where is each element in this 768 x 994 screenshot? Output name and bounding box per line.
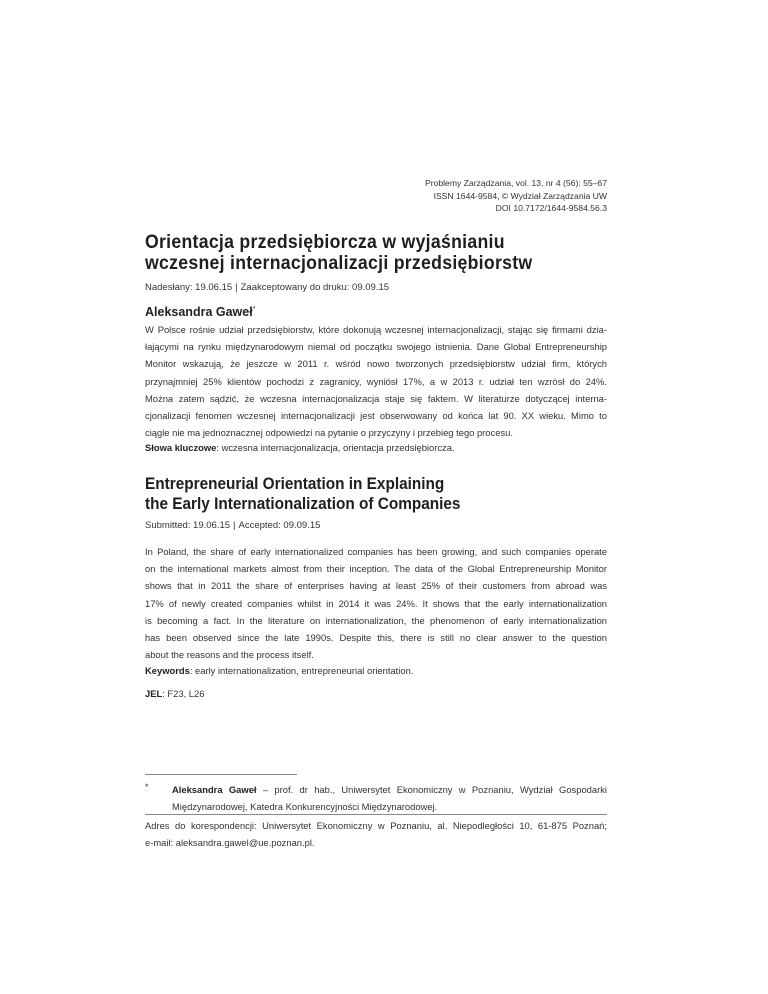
keywords-label: Słowa kluczowe — [145, 442, 217, 453]
abstract-line: In Poland, the share of early internationalized companies has been growing, and such companies operate — [145, 546, 607, 557]
abstract-line: przynajmniej 25% klientów pochodzi z zagranicy, wyniósł 17%, a w 2013 r. udział ten wzrósł do 24%. — [145, 375, 607, 387]
footnote-line: Międzynarodowej, Katedra Konkurencyjności Międzynarodowej. — [172, 801, 438, 812]
keywords-label: Keywords — [145, 665, 190, 676]
submitted-date: Nadesłany: 19.06.15 — [145, 282, 233, 293]
polish-title — [145, 232, 575, 274]
english-title — [145, 474, 575, 514]
polish-title-line: wczesnej internacjonalizacji przedsiębiorstw — [145, 253, 533, 274]
footnote-author: Aleksandra Gaweł — [172, 784, 257, 795]
keywords-text: : early internationalization, entrepreneurial orientation. — [189, 665, 414, 676]
journal-citation: Problemy Zarządzania, vol. 13, nr 4 (56): 55–67 — [425, 178, 607, 188]
footnote-affiliation: – prof. dr hab., Uniwersytet Ekonomiczny w Poznaniu, Wydział Gospodarki — [256, 784, 607, 795]
abstract-line: łającymi na rynku międzynarodowym niemal od początku swojego istnienia. Dane Global Entrepreneurship — [145, 341, 607, 353]
abstract-line: cjonalizacji fenomen wczesnej internacjonalizacji jest obserwowany od końca lat 90. XX wieku. Mimo to — [145, 410, 607, 422]
accepted-date: Zaakceptowany do druku: 09.09.15 — [240, 282, 390, 293]
abstract-line: about the reasons and the process itself. — [145, 649, 314, 661]
polish-abstract — [145, 321, 607, 441]
abstract-line: Można zatem sądzić, że wczesna internacjonalizacja staje się faktem. W literaturze dotyczącej interna- — [145, 392, 607, 404]
english-dates — [145, 520, 320, 531]
jel-text: : F23, L26 — [162, 688, 205, 699]
english-abstract — [145, 543, 607, 663]
journal-header — [145, 177, 607, 215]
abstract-line: shows that in 2011 the share of enterprises having at least 25% of their customers from abroad was — [145, 580, 607, 592]
polish-dates — [145, 282, 389, 293]
abstract-line: on the international markets almost from their inception. The data of the Global Entrepreneurship Monitor — [145, 563, 607, 575]
correspondence-line: Adres do korespondencji: Uniwersytet Ekonomiczny w Poznaniu, al. Niepodległości 10, 61-875 Poznań; — [145, 820, 607, 831]
issn-line: ISSN 1644-9584, © Wydział Zarządzania UW — [433, 190, 607, 201]
english-title-line: the Early Internationalization of Companies — [145, 495, 461, 513]
correspondence-divider — [145, 814, 607, 815]
author-name-text: Aleksandra Gaweł — [145, 305, 253, 319]
footnote-line — [172, 781, 607, 798]
footnote-mark: * — [145, 782, 149, 792]
abstract-line: 17% of newly created companies whilst in 2014 it was 24%. It shows that the early internationalization — [145, 597, 607, 609]
accepted-date: Accepted: 09.09.15 — [238, 520, 321, 531]
english-keywords — [145, 665, 413, 676]
polish-title-line: Orientacja przedsiębiorcza w wyjaśnianiu — [145, 232, 505, 253]
abstract-line: Monitor wskazują, że jeszcze w 2011 r. wśród nowo tworzonych przedsiębiorstw udział firm, których — [145, 358, 607, 370]
author-name — [145, 305, 255, 319]
english-title-line: Entrepreneurial Orientation in Explaining — [145, 475, 445, 493]
author-footnote-mark: * — [252, 305, 256, 313]
author-footnote — [172, 781, 607, 815]
correspondence-address — [145, 817, 607, 851]
abstract-line: is becoming a fact. In the literature on internationalization, the phenomenon of early internationalization — [145, 614, 607, 626]
date-separator: | — [235, 282, 238, 293]
abstract-line: has been observed since the late 1990s. Despite this, there is still no clear answer to the question — [145, 632, 607, 644]
submitted-date: Submitted: 19.06.15 — [145, 520, 231, 531]
doi-line: DOI 10.7172/1644-9584.56.3 — [495, 203, 607, 213]
jel-codes — [145, 688, 204, 699]
abstract-line: W Polsce rośnie udział przedsiębiorstw, które dokonują wczesnej internacjonalizacji, stając się firmami dzia- — [145, 324, 607, 335]
correspondence-email: e-mail: aleksandra.gawel@ue.poznan.pl. — [145, 837, 315, 848]
date-separator: | — [233, 520, 236, 531]
abstract-line: ciągle nie ma jednoznacznej odpowiedzi na pytanie o przyczyny i przebieg tego procesu. — [145, 427, 513, 439]
polish-keywords — [145, 442, 455, 453]
keywords-text: : wczesna internacjonalizacja, orientacja przedsiębiorcza. — [216, 442, 455, 453]
jel-label: JEL — [145, 688, 163, 699]
footnote-divider — [145, 774, 297, 775]
